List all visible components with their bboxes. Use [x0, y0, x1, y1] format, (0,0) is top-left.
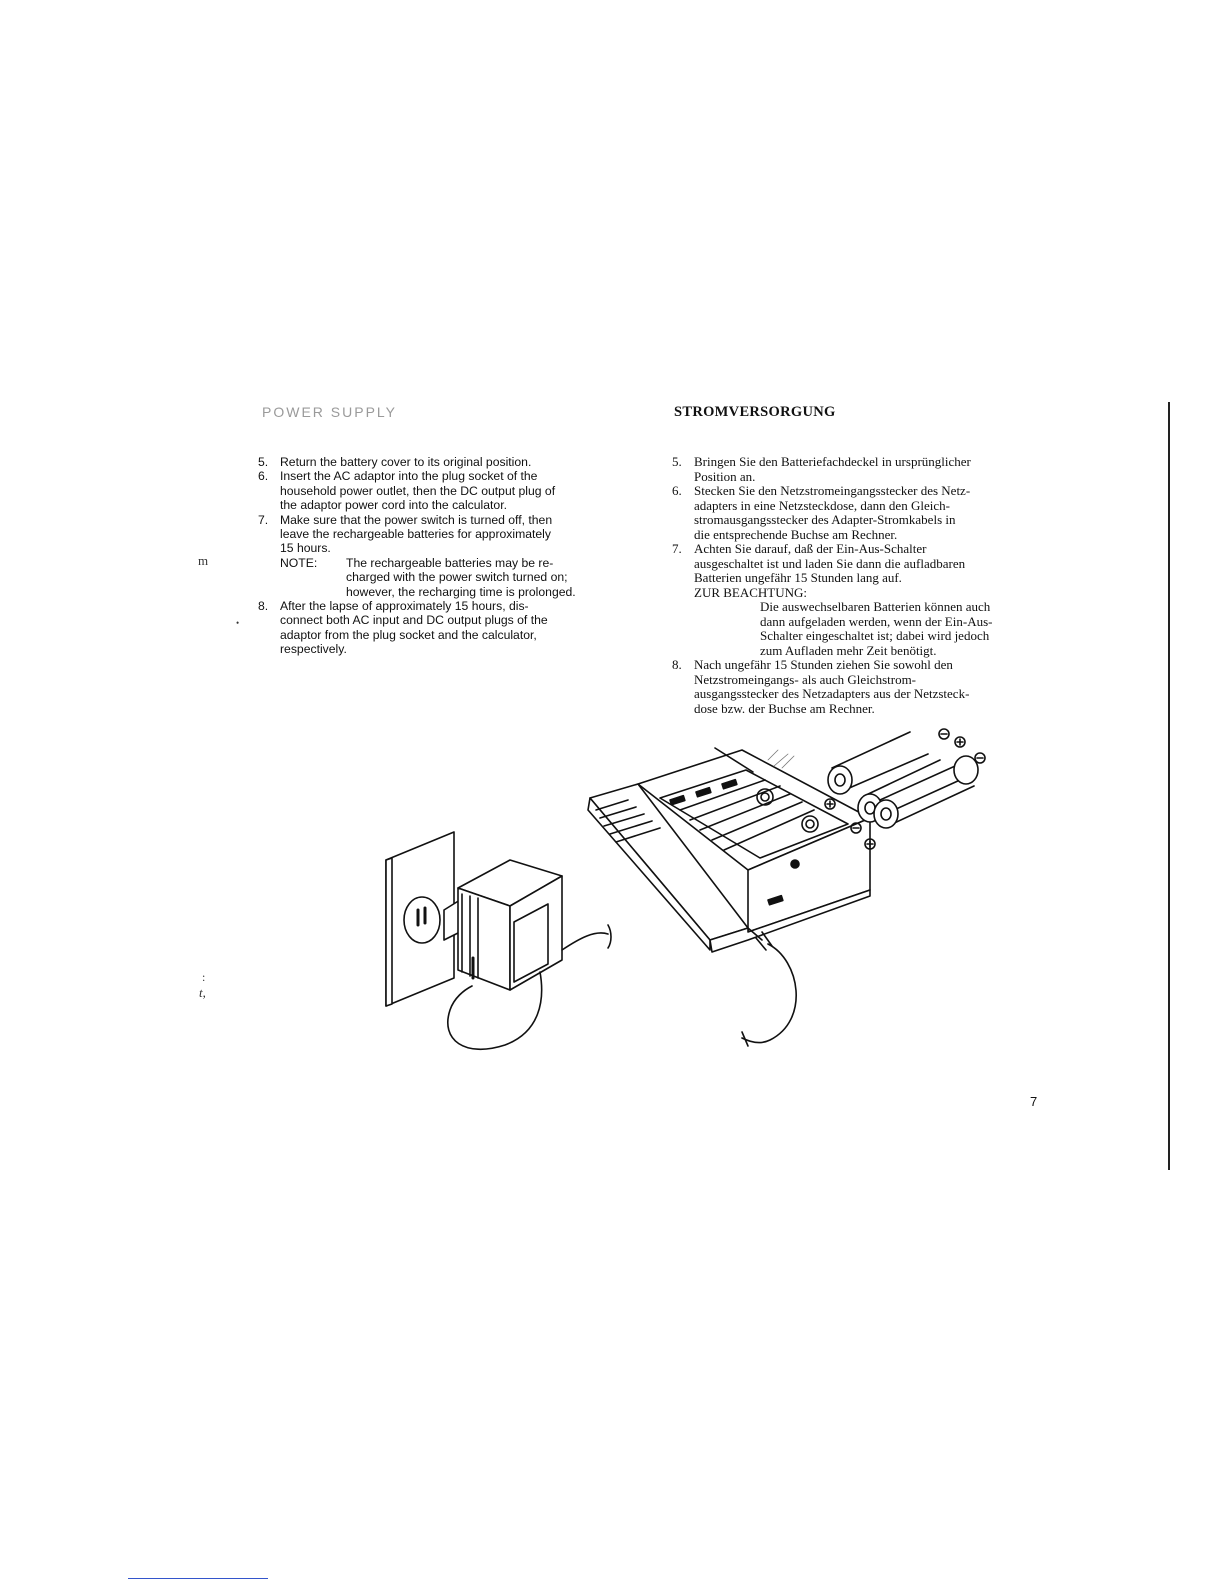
step-line: Stecken Sie den Netzstromeingangsstecker des Netz- [694, 483, 971, 498]
step-5-de [672, 455, 1044, 484]
step-number: 6. [672, 483, 682, 498]
step-line: Make sure that the power switch is turned off, then [280, 512, 553, 527]
step-number: 7. [672, 541, 682, 556]
step-5-en [258, 455, 638, 469]
margin-mark-dot: • [236, 618, 240, 628]
step-number: 8. [672, 657, 682, 672]
step-line: leave the rechargeable batteries for approximately [280, 527, 551, 542]
step-line: ausgangsstecker des Netzadapters aus der Netzsteck- [694, 686, 970, 701]
step-number: 6. [258, 469, 269, 484]
step-number: 5. [258, 455, 269, 469]
note-line: The rechargeable batteries may be re- [346, 555, 554, 570]
step-6-de [672, 484, 1044, 542]
note-label: NOTE: [280, 555, 318, 570]
step-line: 15 hours. [280, 541, 331, 556]
section-heading-de: STROMVERSORGUNG [674, 404, 836, 420]
step-line: die entsprechende Buchse am Rechner. [694, 526, 898, 542]
charging-illustration [370, 720, 1010, 1065]
step-7-en [258, 513, 638, 599]
bottom-rule [128, 1578, 268, 1579]
step-number: 8. [258, 599, 269, 614]
step-7-de [672, 542, 1044, 658]
note-line: zum Aufladen mehr Zeit benötigt. [760, 642, 937, 658]
margin-mark-t: t, [199, 985, 206, 1000]
step-line: Bringen Sie den Batteriefachdeckel in ursprünglicher [694, 454, 971, 469]
step-line: connect both AC input and DC output plugs of the [280, 613, 548, 628]
step-line: adaptor from the plug socket and the calculator, [280, 627, 537, 642]
step-line: Achten Sie darauf, daß der Ein-Aus-Schalter [694, 541, 927, 556]
step-line: After the lapse of approximately 15 hours, dis- [280, 599, 529, 614]
step-line: Netzstromeingangs- als auch Gleichstrom- [694, 671, 917, 687]
note-line: however, the recharging time is prolonged. [346, 584, 576, 599]
instructions-de [672, 455, 1044, 716]
page-number: 7 [1030, 1094, 1038, 1109]
step-line: dose bzw. der Buchse am Rechner. [694, 700, 875, 716]
step-6-en [258, 469, 638, 512]
page-edge-rule [1168, 402, 1170, 1170]
instructions-en [258, 455, 638, 657]
section-heading-en: POWER SUPPLY [262, 404, 397, 420]
note-line: Die auswechselbaren Batterien können auch [760, 599, 991, 614]
step-8-de [672, 658, 1044, 716]
calculator-icon [588, 748, 870, 1046]
note-label-de: ZUR BEACHTUNG: [694, 584, 808, 600]
step-8-en [258, 599, 638, 657]
step-line: ausgeschaltet ist und laden Sie dann die aufladbaren [694, 555, 966, 571]
step-line: Nach ungefähr 15 Stunden ziehen Sie sowohl den [694, 657, 953, 672]
step-line: Batterien ungefähr 15 Stunden lang auf. [694, 570, 902, 585]
margin-mark-m: m [198, 553, 209, 568]
step-line: stromausgangsstecker des Adapter-Stromkabels in [694, 512, 956, 527]
note-en [280, 556, 638, 599]
note-line: Schalter eingeschaltet ist; dabei wird jedoch [760, 628, 990, 643]
step-line: Position an. [694, 468, 756, 484]
step-line: Insert the AC adaptor into the plug socket of the [280, 469, 538, 484]
step-line: household power outlet, then the DC output plug of [280, 483, 556, 498]
step-line: adapters in eine Netzsteckdose, dann den Gleich- [694, 497, 950, 513]
note-line: dann aufgeladen werden, wenn der Ein-Aus- [760, 613, 993, 629]
ac-adaptor-icon [444, 860, 611, 1049]
step-number: 7. [258, 512, 269, 527]
note-de [694, 600, 1044, 658]
step-line: the adaptor power cord into the calculator. [280, 498, 507, 513]
step-line: respectively. [280, 642, 347, 657]
note-line: charged with the power switch turned on; [346, 570, 568, 585]
step-line: Return the battery cover to its original position. [280, 455, 532, 469]
margin-mark-ticks: : [202, 970, 206, 984]
step-number: 5. [672, 454, 682, 469]
